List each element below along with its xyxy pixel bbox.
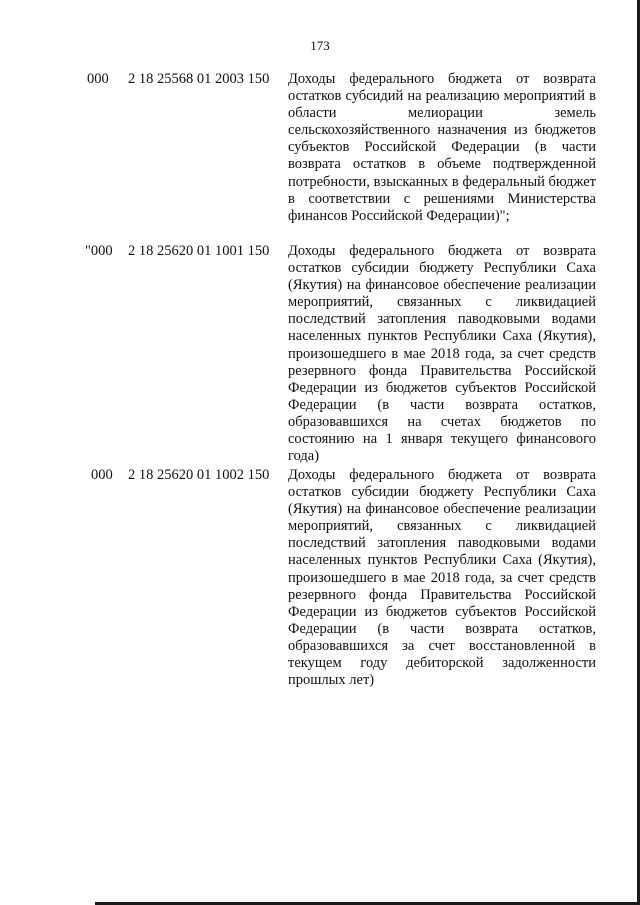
- admin-code: 000: [87, 71, 109, 87]
- budget-classification-code: 2 18 25620 01 1002 150: [128, 467, 270, 483]
- page-number: 173: [310, 38, 330, 53]
- admin-code: "000: [85, 243, 113, 259]
- admin-code: 000: [91, 467, 113, 483]
- entry-description: Доходы федерального бюджета от возврата остатков субсидии бюджету Республики Саха (Якутия) на финансовое обеспечение реализации мероприятий, связанных с ликвидацией последствий затопления паводковыми водами населенных пунктов Республики Саха (Якутия), произошедшего в мае 2018 года, за счет средств резервного фонда Правительства Российской Федерации из бюджетов субъектов Российской Федерации (в части возврата остатков, образовавшихся за счет восстановленной в текущем году дебиторской задолженности прошлых лет): [288, 467, 596, 689]
- budget-classification-code: 2 18 25620 01 1001 150: [128, 243, 270, 259]
- entry-description: Доходы федерального бюджета от возврата остатков субсидий на реализацию мероприятий в области мелиорации земель сельскохозяйственного назначения из бюджетов субъектов Российской Федерации (в части возврата остатков в объеме подтвержденной потребности, взысканных в федеральный бюджет в соответствии с решениями Министерства финансов Российской Федерации)";: [288, 71, 596, 224]
- budget-classification-code: 2 18 25568 01 2003 150: [128, 71, 270, 87]
- entry-description: Доходы федерального бюджета от возврата остатков субсидии бюджету Республики Саха (Якутия) на финансовое обеспечение реализации мероприятий, связанных с ликвидацией последствий затопления паводковыми водами населенных пунктов Республики Саха (Якутия), произошедшего в мае 2018 года, за счет средств резервного фонда Правительства Российской Федерации из бюджетов субъектов Российской Федерации (в части возврата остатков, образовавшихся на счетах бюджетов по состоянию на 1 января текущего финансового года): [288, 243, 596, 465]
